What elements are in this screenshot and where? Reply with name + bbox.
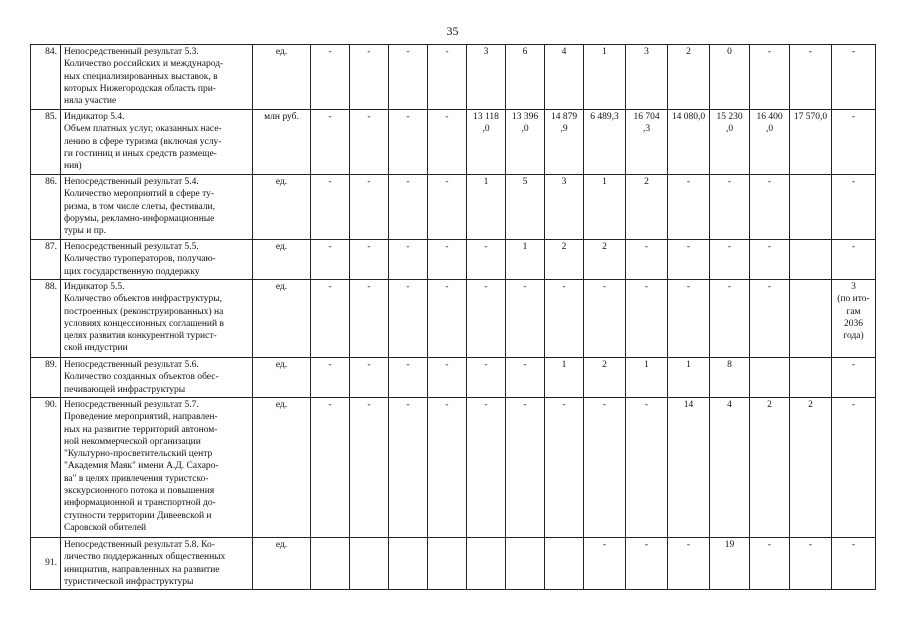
value-line: 14 (683, 400, 694, 410)
value-line: 1 (686, 360, 691, 370)
table-row (31, 358, 876, 398)
value-line: 2036 (844, 318, 863, 329)
value-cell (832, 175, 876, 240)
value-line: - (484, 360, 488, 370)
indicator-name-line: туры и пр. (64, 226, 106, 237)
indicator-name-line: туристической инфраструктуры (64, 576, 194, 587)
value-cell (545, 240, 584, 280)
value-line: 14 879 (550, 112, 578, 122)
value-cell (750, 358, 790, 398)
value-line: - (484, 282, 488, 292)
value-line: - (406, 282, 410, 292)
value-cell (350, 538, 389, 590)
value-cell (668, 538, 710, 590)
value-cell (506, 175, 545, 240)
value-line: 1 (483, 177, 489, 187)
value-cell (710, 45, 750, 110)
value-cell (790, 538, 832, 590)
value-cell (350, 280, 389, 358)
indicator-name-line: Количество мероприятий в сфере ту- (64, 189, 215, 200)
indicator-name-line: ризма, в том числе слеты, фестивали, (64, 201, 215, 212)
value-cell (790, 110, 832, 175)
value-cell (311, 398, 350, 538)
value-line: - (851, 360, 856, 370)
value-cell (389, 240, 428, 280)
value-line: - (523, 282, 527, 292)
value-cell (790, 280, 832, 358)
value-line: 2 (686, 47, 691, 57)
table-row (31, 110, 876, 175)
value-line: - (851, 112, 856, 122)
unit-cell: ед. (253, 538, 311, 590)
value-cell (506, 110, 545, 175)
value-line: - (851, 400, 856, 410)
value-line: - (406, 112, 410, 122)
value-line: - (686, 282, 691, 292)
value-cell (506, 398, 545, 538)
value-line: ,0 (725, 124, 734, 135)
value-line: - (523, 360, 527, 370)
value-cell (506, 45, 545, 110)
value-line: - (484, 242, 488, 252)
value-cell (832, 240, 876, 280)
value-cell (467, 280, 506, 358)
value-cell (389, 175, 428, 240)
value-line: - (406, 360, 410, 370)
value-cell (626, 398, 668, 538)
value-line: - (328, 400, 332, 410)
value-cell (428, 538, 467, 590)
value-cell (668, 358, 710, 398)
value-cell (790, 45, 832, 110)
value-cell (467, 45, 506, 110)
value-line: ,0 (482, 124, 490, 135)
value-line: - (767, 282, 772, 292)
value-line: 2 (644, 177, 649, 187)
indicator-name-line: ва" в целях привлечения туристско- (64, 473, 209, 484)
value-cell (710, 358, 750, 398)
value-cell (668, 110, 710, 175)
value-line: - (367, 177, 371, 187)
value-cell (832, 110, 876, 175)
value-cell (668, 280, 710, 358)
value-cell (790, 175, 832, 240)
value-cell (545, 398, 584, 538)
indicator-name-line: печивающей инфраструктуры (64, 384, 186, 395)
indicator-name (61, 398, 253, 538)
indicator-name-line: условиях концессионных соглашений в (64, 318, 224, 329)
value-cell (428, 110, 467, 175)
indicator-name-line: Непосредственный результат 5.5. (64, 242, 199, 252)
table-row (31, 538, 876, 590)
value-line: - (445, 282, 449, 292)
unit-cell: ед. (253, 45, 311, 110)
value-line: 1 (522, 242, 528, 252)
value-cell (467, 240, 506, 280)
value-cell (545, 175, 584, 240)
value-line: - (767, 540, 772, 550)
value-line: - (406, 177, 410, 187)
table-row (31, 280, 876, 358)
value-line: - (367, 242, 371, 252)
page-number: 35 (446, 24, 459, 38)
value-cell (832, 280, 876, 358)
value-line: - (328, 112, 332, 122)
value-cell (668, 398, 710, 538)
indicator-name-line: Количество туроператоров, получаю- (64, 254, 216, 265)
value-cell (545, 110, 584, 175)
value-cell (467, 538, 506, 590)
value-cell (428, 398, 467, 538)
row-number: 90. (31, 398, 61, 538)
value-line: - (367, 400, 371, 410)
indicator-name-line: Количество объектов инфраструктуры, (64, 294, 222, 305)
value-line: 1 (644, 360, 649, 370)
value-line: - (727, 282, 732, 292)
indicator-name-line: Саровской обителей (64, 522, 147, 533)
value-line: - (367, 112, 371, 122)
indicator-name (61, 45, 253, 110)
indicator-name-line: ги гостиниц и иных средств размеще- (64, 148, 217, 159)
value-line: ,3 (642, 124, 651, 135)
value-cell (668, 175, 710, 240)
value-line: 6 489,3 (590, 112, 619, 122)
value-line: - (851, 242, 856, 252)
value-cell (584, 240, 626, 280)
table-row (31, 240, 876, 280)
row-number: 89. (31, 358, 61, 398)
value-cell (710, 538, 750, 590)
value-cell (626, 538, 668, 590)
indicator-name-line: ской индустрии (64, 343, 128, 354)
value-cell (350, 358, 389, 398)
value-cell (710, 240, 750, 280)
value-line: - (367, 360, 371, 370)
indicator-name-line: экскурсионного потока и повышения (64, 486, 215, 497)
value-cell (832, 538, 876, 590)
value-line: 0 (727, 47, 732, 57)
value-line: 2 (602, 360, 607, 370)
value-cell (506, 280, 545, 358)
value-cell (311, 45, 350, 110)
indicator-name (61, 358, 253, 398)
value-cell (428, 358, 467, 398)
indicator-name-line: инициатив, направленных на развитие (64, 564, 220, 575)
unit-cell: ед. (253, 240, 311, 280)
value-cell (584, 280, 626, 358)
value-line: - (328, 360, 332, 370)
value-line: 16 400 (756, 112, 783, 122)
value-cell (389, 45, 428, 110)
value-line: - (851, 177, 856, 187)
value-line: - (727, 177, 732, 187)
value-cell (545, 538, 584, 590)
value-line: - (445, 112, 449, 122)
value-cell (545, 45, 584, 110)
indicator-name-line: которых Нижегородская область при- (64, 83, 216, 94)
value-cell (350, 398, 389, 538)
value-line: - (602, 282, 607, 292)
value-line: - (644, 540, 649, 550)
value-line: - (644, 282, 649, 292)
indicator-name-line: Непосредственный результат 5.4. (64, 177, 199, 187)
value-cell (389, 280, 428, 358)
value-line: - (851, 540, 856, 550)
value-cell (584, 398, 626, 538)
value-cell (467, 358, 506, 398)
value-cell (428, 175, 467, 240)
value-cell (750, 280, 790, 358)
table-row (31, 398, 876, 538)
value-line: - (484, 400, 488, 410)
indicator-name-line: Количество российских и международ- (64, 59, 224, 70)
value-line: - (602, 400, 607, 410)
indicator-name-line: Проведение мероприятий, направлен- (64, 412, 218, 423)
row-number: 85. (31, 110, 61, 175)
value-cell (545, 358, 584, 398)
value-cell (710, 110, 750, 175)
value-line: 2 (808, 400, 813, 410)
value-cell (790, 398, 832, 538)
value-cell (428, 45, 467, 110)
indicator-name-line: форумы, рекламно-информационные (64, 213, 215, 224)
value-line: - (367, 47, 371, 57)
value-cell (832, 358, 876, 398)
value-cell (750, 240, 790, 280)
indicator-name-line: построенных (реконструированных) на (64, 306, 224, 317)
value-cell (710, 280, 750, 358)
value-line: года) (843, 331, 864, 342)
unit-cell: ед. (253, 358, 311, 398)
value-line: - (851, 47, 856, 57)
value-line: - (644, 400, 649, 410)
value-cell (311, 240, 350, 280)
value-cell (626, 175, 668, 240)
value-cell (626, 110, 668, 175)
value-cell (710, 398, 750, 538)
value-line: 1 (602, 177, 607, 187)
value-line: 17 570,0 (793, 112, 828, 122)
value-cell (428, 280, 467, 358)
value-cell (389, 110, 428, 175)
indicator-name-line: ных специализированных выставок, в (64, 71, 218, 82)
value-line: 4 (727, 400, 732, 410)
value-cell (311, 110, 350, 175)
unit-cell: млн руб. (253, 110, 311, 175)
value-line: - (727, 242, 732, 252)
value-cell (750, 398, 790, 538)
value-line: - (686, 242, 691, 252)
value-line: - (445, 242, 449, 252)
indicator-name-line: ных на развитие территорий автоном- (64, 424, 218, 435)
value-cell (626, 240, 668, 280)
table-row (31, 45, 876, 110)
value-cell (350, 175, 389, 240)
value-line: - (767, 242, 772, 252)
value-cell (311, 175, 350, 240)
value-cell (626, 280, 668, 358)
row-number: 87. (31, 240, 61, 280)
value-line: - (562, 282, 566, 292)
value-cell (750, 538, 790, 590)
value-line: 2 (767, 400, 772, 410)
value-cell (311, 358, 350, 398)
indicator-name (61, 538, 253, 590)
unit-cell: ед. (253, 280, 311, 358)
value-line: ,9 (560, 124, 568, 135)
indicator-name-line: Непосредственный результат 5.7. (64, 400, 199, 410)
value-line: - (602, 540, 607, 550)
value-cell (584, 175, 626, 240)
value-line: - (406, 47, 410, 57)
value-cell (790, 358, 832, 398)
value-cell (506, 538, 545, 590)
indicator-name-line: лению в сфере туризма (включая услу- (64, 136, 222, 147)
value-line: - (523, 400, 527, 410)
value-line: - (644, 242, 649, 252)
value-line: - (328, 177, 332, 187)
value-cell (750, 110, 790, 175)
value-line: (по ито- (837, 294, 870, 305)
value-cell (350, 110, 389, 175)
value-line: - (328, 47, 332, 57)
value-cell (311, 280, 350, 358)
value-line: гам (846, 306, 861, 317)
indicator-name-line: щих государственную поддержку (64, 266, 200, 277)
indicator-name-line: целях развития конкурентной турист- (64, 331, 217, 342)
indicator-name-line: "Культурно-просветительский центр (64, 449, 213, 460)
value-line: - (562, 400, 566, 410)
value-cell (584, 538, 626, 590)
value-cell (584, 45, 626, 110)
indicator-name-line: Объем платных услуг, оказанных насе- (64, 124, 222, 135)
value-cell (311, 538, 350, 590)
value-cell (428, 240, 467, 280)
value-cell (668, 45, 710, 110)
value-line: - (445, 177, 449, 187)
indicator-name-line: ступности территории Дивеевской и (64, 510, 212, 521)
indicator-name-line: ния) (64, 161, 82, 172)
value-line: 13 396 (511, 112, 539, 122)
value-cell (467, 175, 506, 240)
value-line: 3 (561, 177, 567, 187)
table-body (31, 45, 876, 590)
value-line: 1 (602, 47, 607, 57)
indicator-name (61, 280, 253, 358)
value-cell (626, 358, 668, 398)
value-cell (350, 45, 389, 110)
indicator-name-line: Непосредственный результат 5.3. (64, 47, 199, 57)
value-cell (506, 358, 545, 398)
value-line: 3 (644, 47, 649, 57)
row-number: 84. (31, 45, 61, 110)
value-line: 3 (851, 282, 856, 292)
value-line: 16 704 (633, 112, 660, 122)
indicator-name-line: ной некоммерческой организации (64, 436, 201, 447)
value-line: - (767, 177, 772, 187)
indicator-name-line: Непосредственный результат 5.6. (64, 360, 199, 370)
value-line: ,0 (765, 124, 774, 135)
table-row (31, 175, 876, 240)
value-line: - (445, 400, 449, 410)
value-cell (790, 240, 832, 280)
value-line: - (808, 47, 813, 57)
value-cell (389, 358, 428, 398)
indicator-name (61, 110, 253, 175)
value-cell (626, 45, 668, 110)
value-cell (668, 240, 710, 280)
value-line: - (445, 360, 449, 370)
indicator-name-line: няла участие (64, 96, 117, 107)
value-cell (389, 538, 428, 590)
row-number: 86. (31, 175, 61, 240)
value-line: 14 080,0 (671, 112, 706, 122)
value-line: 4 (561, 47, 567, 57)
indicator-name-line: Количество созданных объектов обес- (64, 372, 219, 383)
value-cell (832, 45, 876, 110)
indicator-table (30, 44, 876, 590)
value-cell (389, 398, 428, 538)
value-cell (584, 110, 626, 175)
value-cell (467, 110, 506, 175)
indicator-name-line: Непосредственный результат 5.8. Ко- (64, 540, 215, 550)
value-cell (467, 398, 506, 538)
value-line: 3 (483, 47, 489, 57)
value-line: 8 (727, 360, 732, 370)
value-line: - (686, 540, 691, 550)
indicator-name (61, 175, 253, 240)
indicator-name-line: информационной и транспортной до- (64, 498, 216, 509)
value-line: 2 (561, 242, 567, 252)
indicator-name-line: "Академия Маяк" имени А.Д. Сахаро- (64, 461, 219, 472)
value-line: 6 (522, 47, 528, 57)
value-line: 1 (561, 360, 567, 370)
value-cell (584, 358, 626, 398)
value-line: - (406, 242, 410, 252)
indicator-name (61, 240, 253, 280)
value-cell (545, 280, 584, 358)
indicator-name-line: Индикатор 5.4. (64, 112, 125, 122)
row-number: 91. (31, 538, 61, 590)
unit-cell: ед. (253, 175, 311, 240)
value-line: - (686, 177, 691, 187)
value-line: - (406, 400, 410, 410)
value-line: - (328, 282, 332, 292)
value-line: - (767, 47, 772, 57)
value-line: - (328, 242, 332, 252)
indicator-name-line: Индикатор 5.5. (64, 282, 125, 292)
value-line: 13 118 (473, 112, 499, 122)
value-line: 2 (602, 242, 607, 252)
value-line: - (808, 540, 813, 550)
value-cell (832, 398, 876, 538)
value-cell (710, 175, 750, 240)
unit-cell: ед. (253, 398, 311, 538)
value-cell (506, 240, 545, 280)
row-number: 88. (31, 280, 61, 358)
value-line: - (445, 47, 449, 57)
value-cell (350, 240, 389, 280)
value-cell (750, 45, 790, 110)
indicator-name-line: личество поддержанных общественных (64, 552, 226, 563)
value-cell (750, 175, 790, 240)
value-line: 15 230 (716, 112, 743, 122)
value-line: 19 (724, 540, 735, 550)
value-line: 5 (522, 177, 528, 187)
value-line: ,0 (521, 124, 529, 135)
value-line: - (367, 282, 371, 292)
